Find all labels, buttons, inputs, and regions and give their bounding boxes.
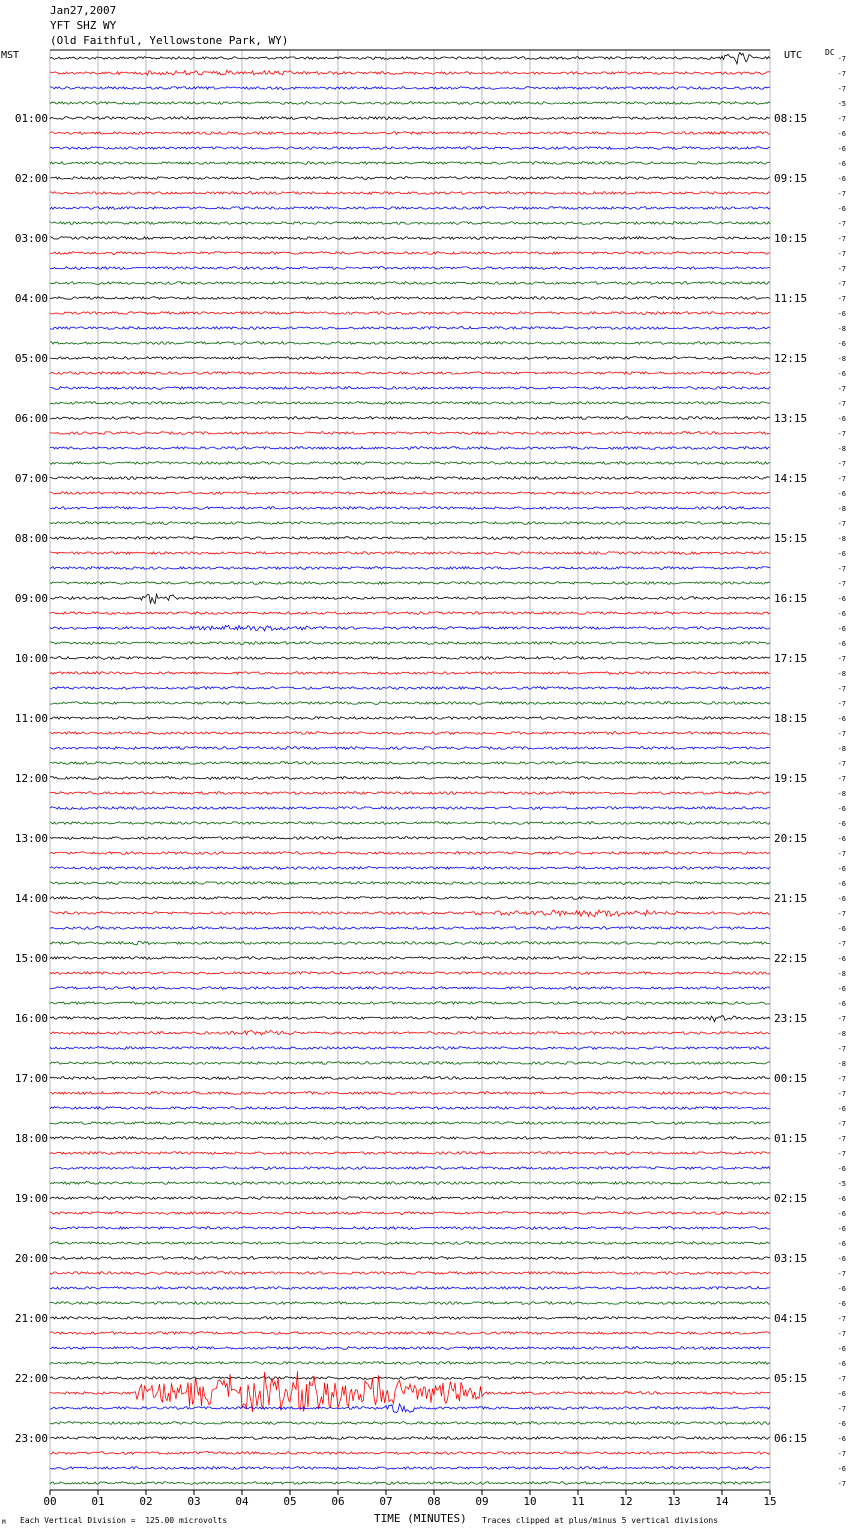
dc-label: DC bbox=[825, 48, 835, 57]
dc-offset-label: -6 bbox=[837, 1435, 846, 1443]
dc-offset-label: -7 bbox=[837, 1150, 846, 1158]
trace-line-2 bbox=[50, 87, 770, 90]
trace-line-50 bbox=[50, 807, 770, 810]
dc-offset-label: -6 bbox=[837, 820, 846, 828]
dc-offset-label: -7 bbox=[837, 55, 846, 63]
utc-hour-label: 16:15 bbox=[774, 592, 808, 605]
dc-offset-label: -6 bbox=[837, 880, 846, 888]
mst-hour-label: 22:00 bbox=[14, 1372, 48, 1385]
trace-line-79 bbox=[50, 1242, 770, 1245]
trace-line-59 bbox=[50, 941, 770, 945]
mst-hour-label: 19:00 bbox=[14, 1192, 48, 1205]
trace-line-42 bbox=[50, 687, 770, 690]
mst-hour-label: 03:00 bbox=[14, 232, 48, 245]
mst-hour-label: 01:00 bbox=[14, 112, 48, 125]
trace-line-55 bbox=[50, 882, 770, 885]
trace-line-66 bbox=[50, 1047, 770, 1050]
trace-line-72 bbox=[50, 1137, 770, 1140]
trace-line-74 bbox=[50, 1167, 770, 1170]
dc-offset-label: -7 bbox=[837, 385, 846, 393]
dc-offset-label: -6 bbox=[837, 1390, 846, 1398]
mst-hour-label: 21:00 bbox=[14, 1312, 48, 1325]
utc-axis-label: UTC bbox=[784, 50, 803, 61]
dc-offset-label: -8 bbox=[837, 445, 846, 453]
dc-offset-label: -6 bbox=[837, 1465, 846, 1473]
dc-offset-label: -7 bbox=[837, 1375, 846, 1383]
trace-line-9 bbox=[50, 192, 770, 195]
dc-offset-label: -6 bbox=[837, 1165, 846, 1173]
mst-axis-label: MST bbox=[1, 50, 20, 61]
dc-offset-label: -7 bbox=[837, 1405, 846, 1413]
utc-hour-label: 19:15 bbox=[774, 772, 808, 785]
dc-offset-label: -7 bbox=[837, 850, 846, 858]
trace-line-12 bbox=[50, 237, 770, 240]
dc-offset-label: -6 bbox=[837, 130, 846, 138]
dc-offset-label: -7 bbox=[837, 1270, 846, 1278]
trace-line-46 bbox=[50, 747, 770, 750]
dc-offset-label: -8 bbox=[837, 1030, 846, 1038]
mst-hour-label: 20:00 bbox=[14, 1252, 48, 1265]
trace-line-31 bbox=[50, 522, 770, 525]
dc-offset-label: -6 bbox=[837, 715, 846, 723]
trace-line-61 bbox=[50, 972, 770, 975]
utc-hour-label: 21:15 bbox=[774, 892, 808, 905]
station-location: (Old Faithful, Yellowstone Park, WY) bbox=[50, 34, 289, 47]
dc-offset-label: -6 bbox=[837, 340, 846, 348]
trace-line-4 bbox=[50, 117, 770, 120]
dc-offset-label: -7 bbox=[837, 1090, 846, 1098]
dc-offset-label: -6 bbox=[837, 175, 846, 183]
dc-offset-label: -7 bbox=[837, 1135, 846, 1143]
dc-offset-label: -6 bbox=[837, 1195, 846, 1203]
trace-line-78 bbox=[50, 1227, 770, 1230]
utc-hour-label: 22:15 bbox=[774, 952, 808, 965]
trace-line-41 bbox=[50, 672, 770, 675]
x-tick-label: 06 bbox=[331, 1495, 345, 1508]
dc-offset-label: -6 bbox=[837, 625, 846, 633]
x-tick-label: 04 bbox=[235, 1495, 249, 1508]
trace-line-45 bbox=[50, 732, 770, 735]
trace-line-40 bbox=[50, 657, 770, 660]
trace-line-14 bbox=[50, 267, 770, 270]
clip-note: Traces clipped at plus/minus 5 vertical divisions bbox=[482, 1516, 719, 1525]
trace-line-69 bbox=[50, 1092, 770, 1095]
x-tick-label: 02 bbox=[139, 1495, 153, 1508]
mst-hour-label: 07:00 bbox=[14, 472, 48, 485]
mst-hour-label: 10:00 bbox=[14, 652, 48, 665]
dc-offset-label: -6 bbox=[837, 1345, 846, 1353]
utc-hour-label: 10:15 bbox=[774, 232, 808, 245]
utc-hour-label: 05:15 bbox=[774, 1372, 808, 1385]
axis-labels bbox=[15, 55, 846, 1508]
trace-line-32 bbox=[50, 537, 770, 540]
dc-offset-label: -8 bbox=[837, 745, 846, 753]
mst-hour-label: 12:00 bbox=[14, 772, 48, 785]
dc-offset-label: -6 bbox=[837, 160, 846, 168]
dc-offset-label: -7 bbox=[837, 475, 846, 483]
x-tick-label: 15 bbox=[763, 1495, 777, 1508]
dc-offset-label: -6 bbox=[837, 610, 846, 618]
trace-line-93 bbox=[50, 1451, 770, 1454]
trace-line-51 bbox=[50, 822, 770, 825]
trace-line-53 bbox=[50, 852, 770, 855]
trace-line-76 bbox=[50, 1197, 770, 1200]
trace-line-5 bbox=[50, 132, 770, 135]
trace-line-48 bbox=[50, 777, 770, 780]
dc-offset-label: -6 bbox=[837, 640, 846, 648]
trace-line-38 bbox=[50, 625, 770, 631]
trace-line-27 bbox=[50, 462, 770, 465]
trace-line-73 bbox=[50, 1152, 770, 1155]
dc-offset-label: -8 bbox=[837, 670, 846, 678]
trace-line-91 bbox=[50, 1422, 770, 1425]
utc-hour-label: 09:15 bbox=[774, 172, 808, 185]
trace-line-62 bbox=[50, 987, 770, 990]
dc-offset-label: -6 bbox=[837, 205, 846, 213]
trace-line-60 bbox=[50, 957, 770, 960]
footer-mark: M bbox=[2, 1519, 6, 1526]
trace-line-13 bbox=[50, 252, 770, 255]
trace-line-75 bbox=[50, 1182, 770, 1185]
trace-line-26 bbox=[50, 447, 770, 450]
dc-offset-label: -7 bbox=[837, 220, 846, 228]
dc-offset-label: -6 bbox=[837, 370, 846, 378]
trace-line-33 bbox=[50, 552, 770, 555]
trace-line-29 bbox=[50, 492, 770, 495]
utc-hour-label: 15:15 bbox=[774, 532, 808, 545]
trace-line-84 bbox=[50, 1317, 770, 1320]
dc-offset-label: -6 bbox=[837, 865, 846, 873]
utc-hour-label: 01:15 bbox=[774, 1132, 808, 1145]
dc-offset-label: -6 bbox=[837, 955, 846, 963]
trace-line-58 bbox=[50, 927, 770, 930]
dc-offset-label: -6 bbox=[837, 1000, 846, 1008]
record-date: Jan27,2007 bbox=[50, 4, 117, 17]
trace-line-8 bbox=[50, 177, 770, 180]
utc-hour-label: 14:15 bbox=[774, 472, 808, 485]
trace-line-18 bbox=[50, 327, 770, 330]
trace-line-80 bbox=[50, 1257, 770, 1260]
x-tick-label: 03 bbox=[187, 1495, 201, 1508]
trace-line-63 bbox=[50, 1002, 770, 1005]
trace-line-47 bbox=[50, 762, 770, 765]
dc-offset-label: -6 bbox=[837, 1360, 846, 1368]
dc-offset-label: -8 bbox=[837, 325, 846, 333]
dc-offset-label: -7 bbox=[837, 1075, 846, 1083]
trace-line-25 bbox=[50, 432, 770, 435]
dc-offset-label: -6 bbox=[837, 985, 846, 993]
dc-offset-label: -7 bbox=[837, 400, 846, 408]
trace-line-77 bbox=[50, 1212, 770, 1215]
dc-offset-label: -6 bbox=[837, 415, 846, 423]
trace-line-1 bbox=[50, 70, 770, 75]
trace-line-57 bbox=[50, 910, 770, 917]
dc-offset-label: -6 bbox=[837, 310, 846, 318]
utc-hour-label: 03:15 bbox=[774, 1252, 808, 1265]
dc-offset-label: -7 bbox=[837, 235, 846, 243]
trace-line-68 bbox=[50, 1077, 770, 1080]
trace-line-85 bbox=[50, 1332, 770, 1335]
utc-hour-label: 18:15 bbox=[774, 712, 808, 725]
x-tick-label: 09 bbox=[475, 1495, 489, 1508]
trace-line-43 bbox=[50, 702, 770, 705]
mst-hour-label: 04:00 bbox=[14, 292, 48, 305]
mst-hour-label: 02:00 bbox=[14, 172, 48, 185]
dc-offset-label: -6 bbox=[837, 145, 846, 153]
trace-line-88 bbox=[50, 1377, 770, 1380]
trace-line-10 bbox=[50, 207, 770, 210]
trace-line-24 bbox=[50, 417, 770, 420]
trace-line-95 bbox=[50, 1482, 770, 1485]
trace-line-15 bbox=[50, 282, 770, 285]
x-tick-label: 11 bbox=[571, 1495, 585, 1508]
dc-offset-label: -7 bbox=[837, 115, 846, 123]
dc-offset-label: -5 bbox=[837, 100, 846, 108]
trace-line-92 bbox=[50, 1437, 770, 1440]
trace-group bbox=[50, 52, 770, 1484]
dc-offset-label: -6 bbox=[837, 1210, 846, 1218]
dc-offset-label: -8 bbox=[837, 505, 846, 513]
trace-line-56 bbox=[50, 897, 770, 900]
x-tick-label: 08 bbox=[427, 1495, 441, 1508]
mst-hour-label: 17:00 bbox=[14, 1072, 48, 1085]
dc-offset-label: -6 bbox=[837, 595, 846, 603]
dc-offset-label: -6 bbox=[837, 895, 846, 903]
dc-offset-label: -7 bbox=[837, 70, 846, 78]
trace-line-90 bbox=[50, 1404, 770, 1413]
trace-line-30 bbox=[50, 507, 770, 510]
trace-line-83 bbox=[50, 1302, 770, 1305]
dc-offset-label: -7 bbox=[837, 730, 846, 738]
dc-offset-label: -6 bbox=[837, 1105, 846, 1113]
trace-line-3 bbox=[50, 102, 770, 105]
utc-hour-label: 12:15 bbox=[774, 352, 808, 365]
dc-offset-label: -7 bbox=[837, 700, 846, 708]
dc-offset-label: -8 bbox=[837, 790, 846, 798]
mst-hour-label: 08:00 bbox=[14, 532, 48, 545]
trace-line-94 bbox=[50, 1467, 770, 1470]
dc-offset-label: -7 bbox=[837, 280, 846, 288]
trace-line-19 bbox=[50, 342, 770, 345]
dc-offset-label: -6 bbox=[837, 1300, 846, 1308]
mst-hour-label: 06:00 bbox=[14, 412, 48, 425]
trace-line-0 bbox=[50, 52, 770, 64]
dc-offset-label: -7 bbox=[837, 295, 846, 303]
dc-offset-label: -8 bbox=[837, 1060, 846, 1068]
trace-line-65 bbox=[50, 1030, 770, 1035]
trace-line-86 bbox=[50, 1347, 770, 1350]
trace-line-87 bbox=[50, 1362, 770, 1365]
mst-hour-label: 14:00 bbox=[14, 892, 48, 905]
x-tick-label: 05 bbox=[283, 1495, 297, 1508]
utc-hour-label: 11:15 bbox=[774, 292, 808, 305]
trace-line-21 bbox=[50, 372, 770, 375]
x-tick-label: 01 bbox=[91, 1495, 105, 1508]
x-tick-label: 07 bbox=[379, 1495, 393, 1508]
dc-offset-label: -7 bbox=[837, 940, 846, 948]
dc-offset-label: -7 bbox=[837, 1480, 846, 1488]
dc-offset-label: -7 bbox=[837, 265, 846, 273]
dc-offset-label: -7 bbox=[837, 520, 846, 528]
trace-line-16 bbox=[50, 297, 770, 300]
utc-hour-label: 20:15 bbox=[774, 832, 808, 845]
dc-offset-label: -8 bbox=[837, 355, 846, 363]
trace-line-71 bbox=[50, 1122, 770, 1125]
utc-hour-label: 13:15 bbox=[774, 412, 808, 425]
utc-hour-label: 00:15 bbox=[774, 1072, 808, 1085]
dc-offset-label: -6 bbox=[837, 805, 846, 813]
trace-line-67 bbox=[50, 1062, 770, 1065]
dc-offset-label: -7 bbox=[837, 1330, 846, 1338]
trace-line-28 bbox=[50, 477, 770, 480]
dc-offset-label: -7 bbox=[837, 685, 846, 693]
mst-hour-label: 16:00 bbox=[14, 1012, 48, 1025]
dc-offset-label: -6 bbox=[837, 1225, 846, 1233]
mst-hour-label: 23:00 bbox=[14, 1432, 48, 1445]
dc-offset-label: -7 bbox=[837, 190, 846, 198]
trace-line-81 bbox=[50, 1272, 770, 1275]
utc-hour-label: 02:15 bbox=[774, 1192, 808, 1205]
trace-line-44 bbox=[50, 717, 770, 720]
trace-line-37 bbox=[50, 612, 770, 615]
trace-line-70 bbox=[50, 1107, 770, 1110]
trace-line-23 bbox=[50, 402, 770, 405]
mst-hour-label: 15:00 bbox=[14, 952, 48, 965]
trace-line-64 bbox=[50, 1016, 770, 1022]
x-tick-label: 13 bbox=[667, 1495, 681, 1508]
x-tick-label: 00 bbox=[43, 1495, 57, 1508]
trace-line-82 bbox=[50, 1287, 770, 1290]
mst-hour-label: 05:00 bbox=[14, 352, 48, 365]
trace-line-20 bbox=[50, 357, 770, 360]
trace-line-39 bbox=[50, 642, 770, 645]
utc-hour-label: 06:15 bbox=[774, 1432, 808, 1445]
trace-line-17 bbox=[50, 312, 770, 315]
dc-offset-label: -7 bbox=[837, 655, 846, 663]
trace-line-49 bbox=[50, 792, 770, 795]
dc-offset-label: -7 bbox=[837, 1450, 846, 1458]
dc-offset-label: -8 bbox=[837, 535, 846, 543]
dc-offset-label: -7 bbox=[837, 430, 846, 438]
trace-line-54 bbox=[50, 867, 770, 870]
dc-offset-label: -7 bbox=[837, 760, 846, 768]
dc-offset-label: -6 bbox=[837, 1420, 846, 1428]
x-tick-label: 14 bbox=[715, 1495, 729, 1508]
x-tick-label: 10 bbox=[523, 1495, 537, 1508]
trace-line-34 bbox=[50, 567, 770, 570]
dc-offset-label: -7 bbox=[837, 250, 846, 258]
trace-line-52 bbox=[50, 837, 770, 840]
dc-offset-label: -7 bbox=[837, 775, 846, 783]
mst-hour-label: 18:00 bbox=[14, 1132, 48, 1145]
dc-offset-label: -7 bbox=[837, 1015, 846, 1023]
dc-offset-label: -6 bbox=[837, 490, 846, 498]
dc-offset-label: -7 bbox=[837, 85, 846, 93]
dc-offset-label: -6 bbox=[837, 925, 846, 933]
dc-offset-label: -6 bbox=[837, 1255, 846, 1263]
trace-line-22 bbox=[50, 387, 770, 390]
x-axis-title: TIME (MINUTES) bbox=[374, 1512, 467, 1525]
station-code: YFT SHZ WY bbox=[50, 19, 117, 32]
x-tick-label: 12 bbox=[619, 1495, 633, 1508]
trace-line-11 bbox=[50, 222, 770, 225]
dc-offset-label: -7 bbox=[837, 1120, 846, 1128]
dc-offset-label: -7 bbox=[837, 910, 846, 918]
dc-offset-label: -6 bbox=[837, 835, 846, 843]
utc-hour-label: 08:15 bbox=[774, 112, 808, 125]
dc-offset-label: -6 bbox=[837, 1285, 846, 1293]
utc-hour-label: 17:15 bbox=[774, 652, 808, 665]
scale-note: Each Vertical Division = 125.00 microvolts bbox=[20, 1516, 228, 1525]
dc-offset-label: -7 bbox=[837, 460, 846, 468]
mst-hour-label: 13:00 bbox=[14, 832, 48, 845]
trace-line-35 bbox=[50, 582, 770, 585]
mst-hour-label: 09:00 bbox=[14, 592, 48, 605]
trace-line-36 bbox=[50, 594, 770, 603]
trace-line-6 bbox=[50, 147, 770, 150]
trace-line-7 bbox=[50, 162, 770, 165]
utc-hour-label: 23:15 bbox=[774, 1012, 808, 1025]
dc-offset-label: -6 bbox=[837, 550, 846, 558]
dc-offset-label: -5 bbox=[837, 1180, 846, 1188]
dc-offset-label: -6 bbox=[837, 1240, 846, 1248]
dc-offset-label: -7 bbox=[837, 565, 846, 573]
dc-offset-label: -7 bbox=[837, 1045, 846, 1053]
mst-hour-label: 11:00 bbox=[14, 712, 48, 725]
dc-offset-label: -7 bbox=[837, 580, 846, 588]
dc-offset-label: -8 bbox=[837, 970, 846, 978]
utc-hour-label: 04:15 bbox=[774, 1312, 808, 1325]
dc-offset-label: -7 bbox=[837, 1315, 846, 1323]
